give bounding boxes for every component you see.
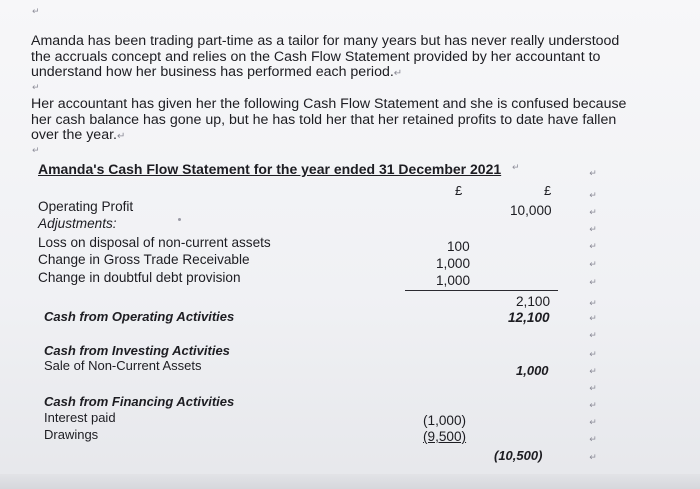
- intro-line-3: [31, 65, 619, 82]
- screen-bottom-edge: [0, 474, 700, 489]
- paragraph-mark: ↵: [116, 131, 126, 142]
- formatting-mark: ↵: [589, 349, 597, 359]
- formatting-mark: ↵: [589, 241, 597, 251]
- stray-dot: [178, 218, 181, 221]
- paragraph-mark: ↵: [32, 82, 40, 92]
- formatting-mark: ↵: [589, 207, 597, 217]
- para2-line-3-text: over the year.: [31, 127, 117, 143]
- formatting-mark: ↵: [589, 452, 597, 462]
- column2-rule: [482, 290, 558, 291]
- financing-label: Cash from Financing Activities: [44, 394, 235, 409]
- formatting-mark: ↵: [589, 298, 597, 308]
- investing-label: Cash from Investing Activities: [44, 343, 230, 358]
- paragraph-mark: ↵: [32, 145, 40, 155]
- interest-label: Interest paid: [44, 410, 116, 425]
- adjustments-total: 2,100: [516, 294, 551, 309]
- para2-line-1: Her accountant has given her the following Cash Flow Statement and she is confused because: [31, 96, 627, 112]
- paragraph-mark: ↵: [393, 68, 403, 79]
- financing-value: (10,500): [494, 448, 543, 463]
- loss-disposal-label: Loss on disposal of non-current assets: [38, 235, 271, 250]
- intro-line-3-text: understand how her business has performed each period.: [31, 64, 394, 80]
- intro-line-2: the accruals concept and relies on the Cash Flow Statement provided by her accountant to: [31, 48, 601, 65]
- formatting-mark: ↵: [589, 168, 597, 178]
- change-receivable-label: Change in Gross Trade Receivable: [38, 252, 250, 267]
- change-receivable-value: 1,000: [436, 256, 471, 271]
- operating-cash-label: Cash from Operating Activities: [44, 309, 235, 324]
- intro-paragraph: [31, 34, 619, 82]
- formatting-mark: ↵: [589, 400, 597, 410]
- formatting-mark: ↵: [589, 417, 597, 427]
- col2-header: £: [544, 183, 552, 198]
- paragraph-mark: ↵: [32, 6, 40, 16]
- context-paragraph: [31, 97, 626, 145]
- change-doubtful-label: Change in doubtful debt provision: [38, 270, 241, 285]
- drawings-value: (9,500): [423, 429, 467, 444]
- paragraph-mark: ↵: [512, 162, 520, 172]
- formatting-mark: ↵: [589, 224, 597, 234]
- para2-line-3: [31, 128, 626, 145]
- formatting-mark: ↵: [589, 434, 597, 444]
- adjustments-underline: [405, 290, 482, 291]
- formatting-mark: ↵: [589, 330, 597, 340]
- intro-line-1: Amanda has been trading part-time as a tailor for many years but has never really understood: [31, 33, 620, 49]
- drawings-label: Drawings: [44, 427, 99, 442]
- loss-disposal-value: 100: [447, 239, 470, 254]
- formatting-mark: ↵: [589, 277, 597, 287]
- formatting-mark: ↵: [589, 259, 597, 269]
- interest-value: (1,000): [423, 413, 467, 428]
- adjustments-label: Adjustments:: [38, 216, 117, 231]
- formatting-mark: ↵: [589, 313, 597, 323]
- operating-profit-value: 10,000: [510, 203, 552, 218]
- formatting-mark: ↵: [589, 366, 597, 376]
- change-doubtful-value: 1,000: [436, 273, 471, 288]
- statement-title: Amanda's Cash Flow Statement for the year ended 31 December 2021: [38, 161, 502, 177]
- para2-line-2: her cash balance has gone up, but he has told her that her retained profits to date have fallen: [31, 111, 617, 128]
- formatting-mark: ↵: [589, 383, 597, 393]
- col1-header: £: [455, 183, 463, 198]
- investing-value: 1,000: [516, 363, 549, 378]
- formatting-mark: ↵: [589, 190, 597, 200]
- operating-profit-label: Operating Profit: [38, 199, 134, 214]
- sale-nca-label: Sale of Non-Current Assets: [44, 358, 202, 373]
- operating-cash-value: 12,100: [508, 310, 550, 325]
